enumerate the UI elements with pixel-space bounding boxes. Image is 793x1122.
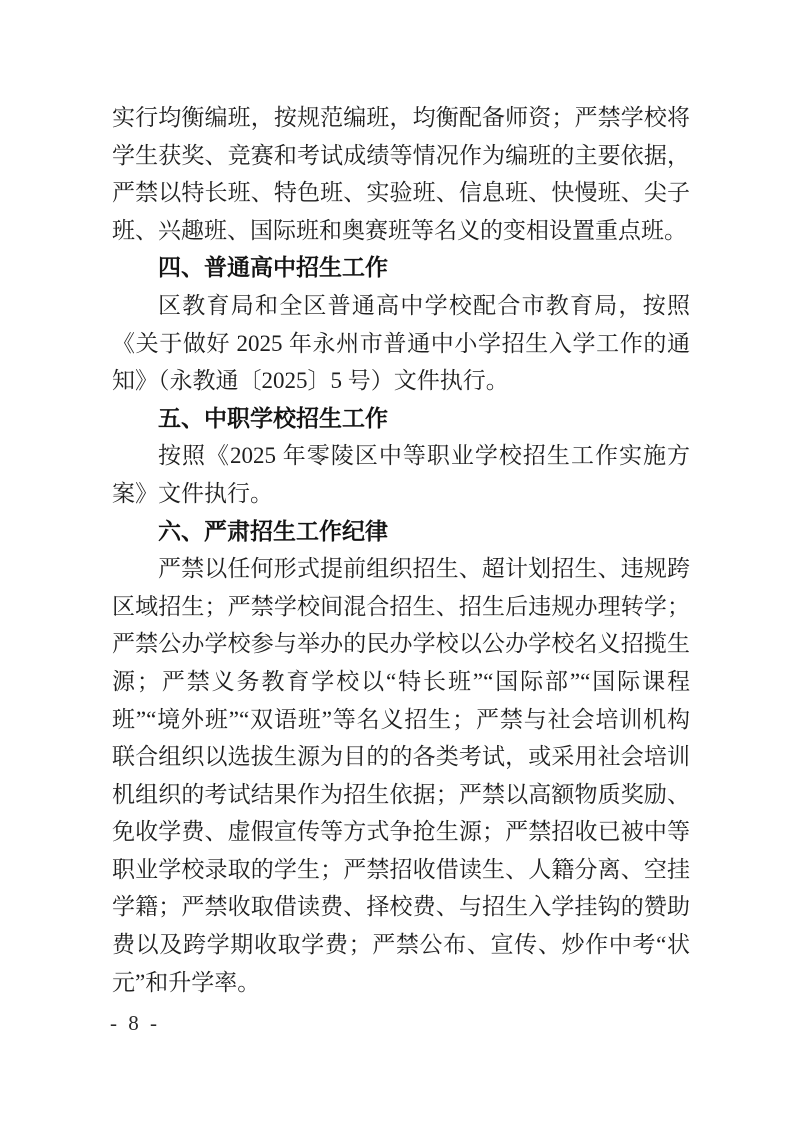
paragraph-vocational-school-enrollment: 按照《2025 年零陵区中等职业学校招生工作实施方案》文件执行。 [112,443,690,506]
section-heading-vocational-school-enrollment: 五、中职学校招生工作 [158,404,388,431]
paragraph-class-assignment-continuation: 实行均衡编班，按规范编班，均衡配备师资；严禁学校将学生获奖、竞赛和考试成绩等情况作为编班的主要依据，严禁以特长班、特色班、实验班、信息班、快慢班、尖子班、兴趣班、国际班和奥赛班等名义的变相设置重点班。 [112,105,690,243]
section-heading-regular-high-school-enrollment: 四、普通高中招生工作 [158,254,388,281]
page-number: - 8 - [110,1011,160,1035]
paragraph-high-school-enrollment: 区教育局和全区普通高中学校配合市教育局，按照《关于做好 2025 年永州市普通中小学招生入学工作的通知》（永教通〔2025〕5 号）文件执行。 [112,292,690,394]
document-body [112,99,690,1001]
section-heading-enrollment-discipline: 六、严肃招生工作纪律 [158,517,388,544]
paragraph-enrollment-discipline: 严禁以任何形式提前组织招生、超计划招生、违规跨区域招生；严禁学校间混合招生、招生后违规办理转学；严禁公办学校参与举办的民办学校以公办学校名义招揽生源；严禁义务教育学校以“特长班”“国际部”“国际课程班”“境外班”“双语班”等名义招生；严禁与社会培训机构联合组织以选拔生源为目的的各类考试，或采用社会培训机组织的考试结果作为招生依据；严禁以高额物质奖励、免收学费、虚假宣传等方式争抢生源；严禁招收已被中等职业学校录取的学生；严禁招收借读生、人籍分离、空挂学籍；严禁收取借读费、择校费、与招生入学挂钩的赞助费以及跨学期收取学费；严禁公布、宣传、炒作中考“状元”和升学率。 [112,556,690,995]
